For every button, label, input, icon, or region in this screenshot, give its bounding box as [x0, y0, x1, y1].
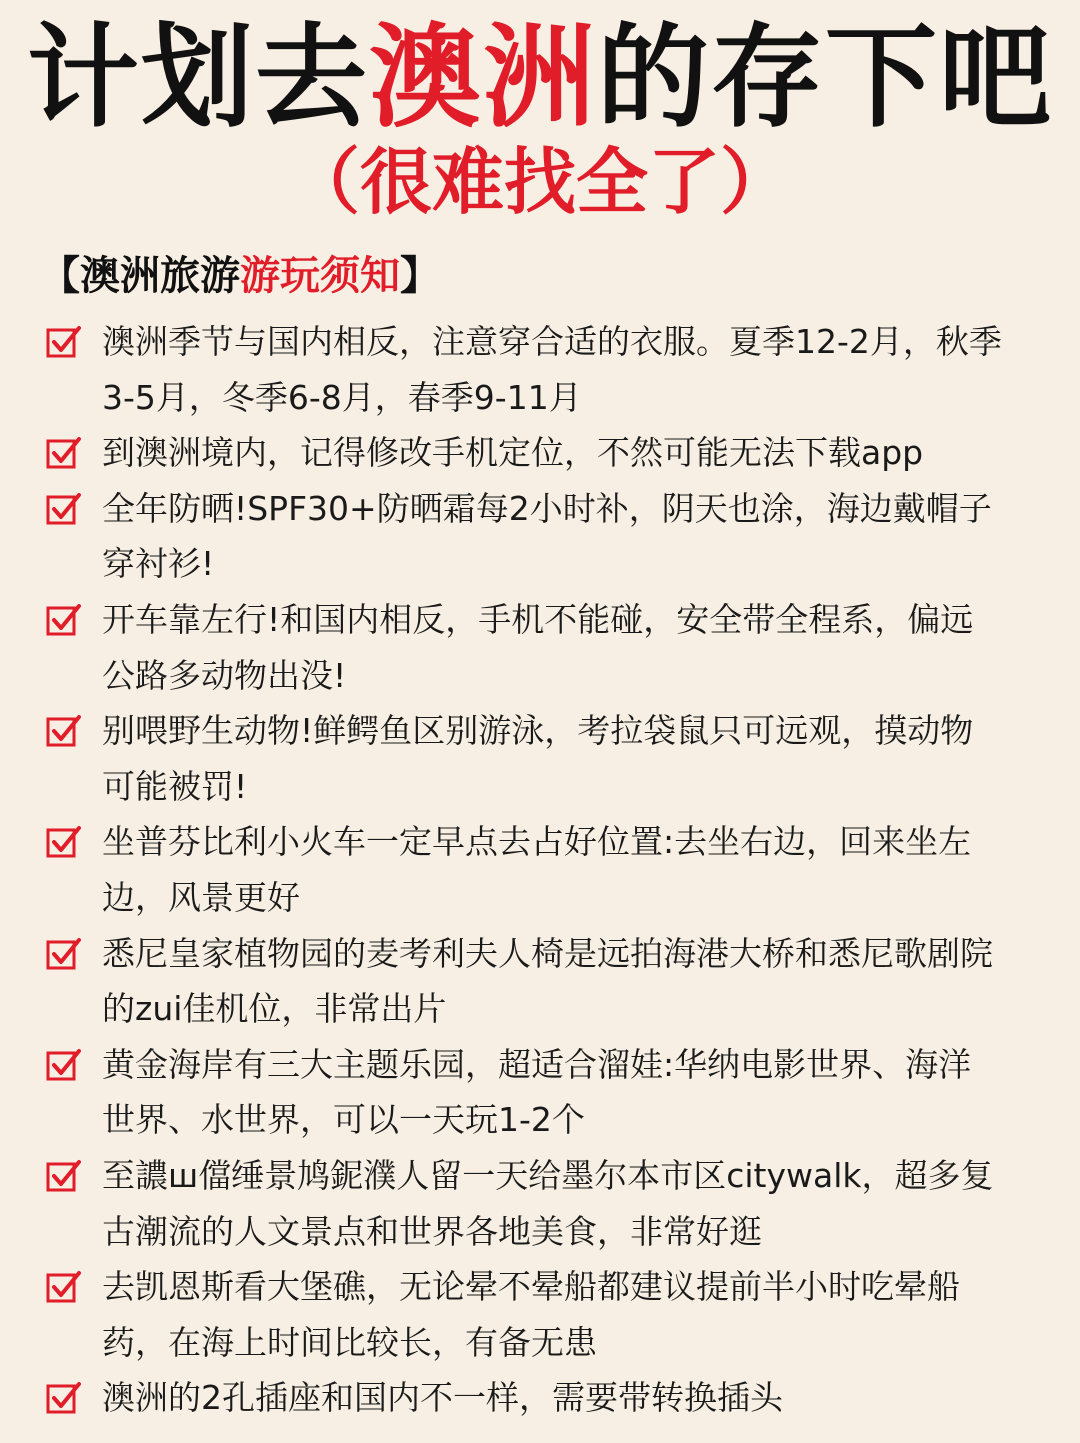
section-label: 澳洲旅游 [80, 253, 240, 299]
tip-text: 去凯恩斯看大堡礁，无论晕不晕船都建议提前半小时吃晕船 药，在海上时间比较长，有备无患 [102, 1267, 960, 1362]
checkbox-checked-icon [46, 936, 82, 972]
tip-text: 澳洲的2孔插座和国内不一样，需要带转换插头 [102, 1378, 783, 1418]
section-bracket-close: 】 [400, 253, 440, 299]
page-title [0, 13, 1080, 143]
tip-text: 全年防晒!SPF30+防晒霜每2小时补，阴天也涂，海边戴帽子 穿衬衫! [102, 488, 992, 584]
list-item [44, 425, 1044, 481]
list-item [44, 481, 1044, 592]
title-part-2: 的存下吧 [597, 13, 1053, 143]
list-item [44, 314, 1044, 425]
tip-text: 悉尼皇家植物园的麦考利夫人椅是远拍海港大桥和悉尼歌剧院 的zui佳机位，非常出片 [102, 933, 993, 1029]
checkbox-checked-icon [46, 1158, 82, 1194]
section-bracket-open: 【 [40, 253, 80, 299]
checkbox-checked-icon [46, 491, 82, 527]
list-item [44, 1370, 1044, 1426]
checkbox-checked-icon [46, 1047, 82, 1083]
list-item [44, 592, 1044, 703]
checkbox-checked-icon [46, 435, 82, 471]
list-item [44, 703, 1044, 814]
list-item [44, 1259, 1044, 1370]
tips-list [44, 314, 1044, 1426]
checkbox-checked-icon [46, 1380, 82, 1416]
tip-text: 澳洲季节与国内相反，注意穿合适的衣服。夏季12-2月，秋季 3-5月，冬季6-8月，春季9-11月 [102, 322, 1002, 417]
title-part-1: 计划去 [27, 13, 369, 143]
title-accent: 澳洲 [369, 13, 597, 143]
checkbox-checked-icon [46, 602, 82, 638]
tip-text: 开车靠左行!和国内相反，手机不能碰，安全带全程系，偏远 公路多动物出没! [102, 599, 974, 695]
tip-text: 到澳洲境内，记得修改手机定位，不然可能无法下载app [102, 433, 924, 473]
section-heading [40, 250, 440, 302]
checkbox-checked-icon [46, 713, 82, 749]
tip-text: 别喂野生动物!鲜鳄鱼区别游泳，考拉袋鼠只可远观，摸动物 可能被罚! [102, 711, 974, 806]
section-accent: 游玩须知 [240, 253, 400, 299]
tip-text: 至譨ш儅缍景鸠鈮濮人留一天给墨尔本市区citywalk，超多复 古潮流的人文景点和世界各地美食，非常好逛 [102, 1155, 994, 1251]
page-subtitle: （很难找全了） [287, 140, 792, 224]
list-item [44, 1148, 1044, 1259]
list-item [44, 1037, 1044, 1148]
tip-text: 黄金海岸有三大主题乐园，超适合溜娃:华纳电影世界、海洋 世界、水世界，可以一天玩1-2个 [102, 1044, 972, 1140]
list-item [44, 926, 1044, 1037]
list-item [44, 814, 1044, 925]
tip-text: 坐普芬比利小火车一定早点去占好位置:去坐右边，回来坐左 边，风景更好 [102, 822, 972, 917]
checkbox-checked-icon [46, 1269, 82, 1305]
checkbox-checked-icon [46, 824, 82, 860]
checkbox-checked-icon [46, 324, 82, 360]
